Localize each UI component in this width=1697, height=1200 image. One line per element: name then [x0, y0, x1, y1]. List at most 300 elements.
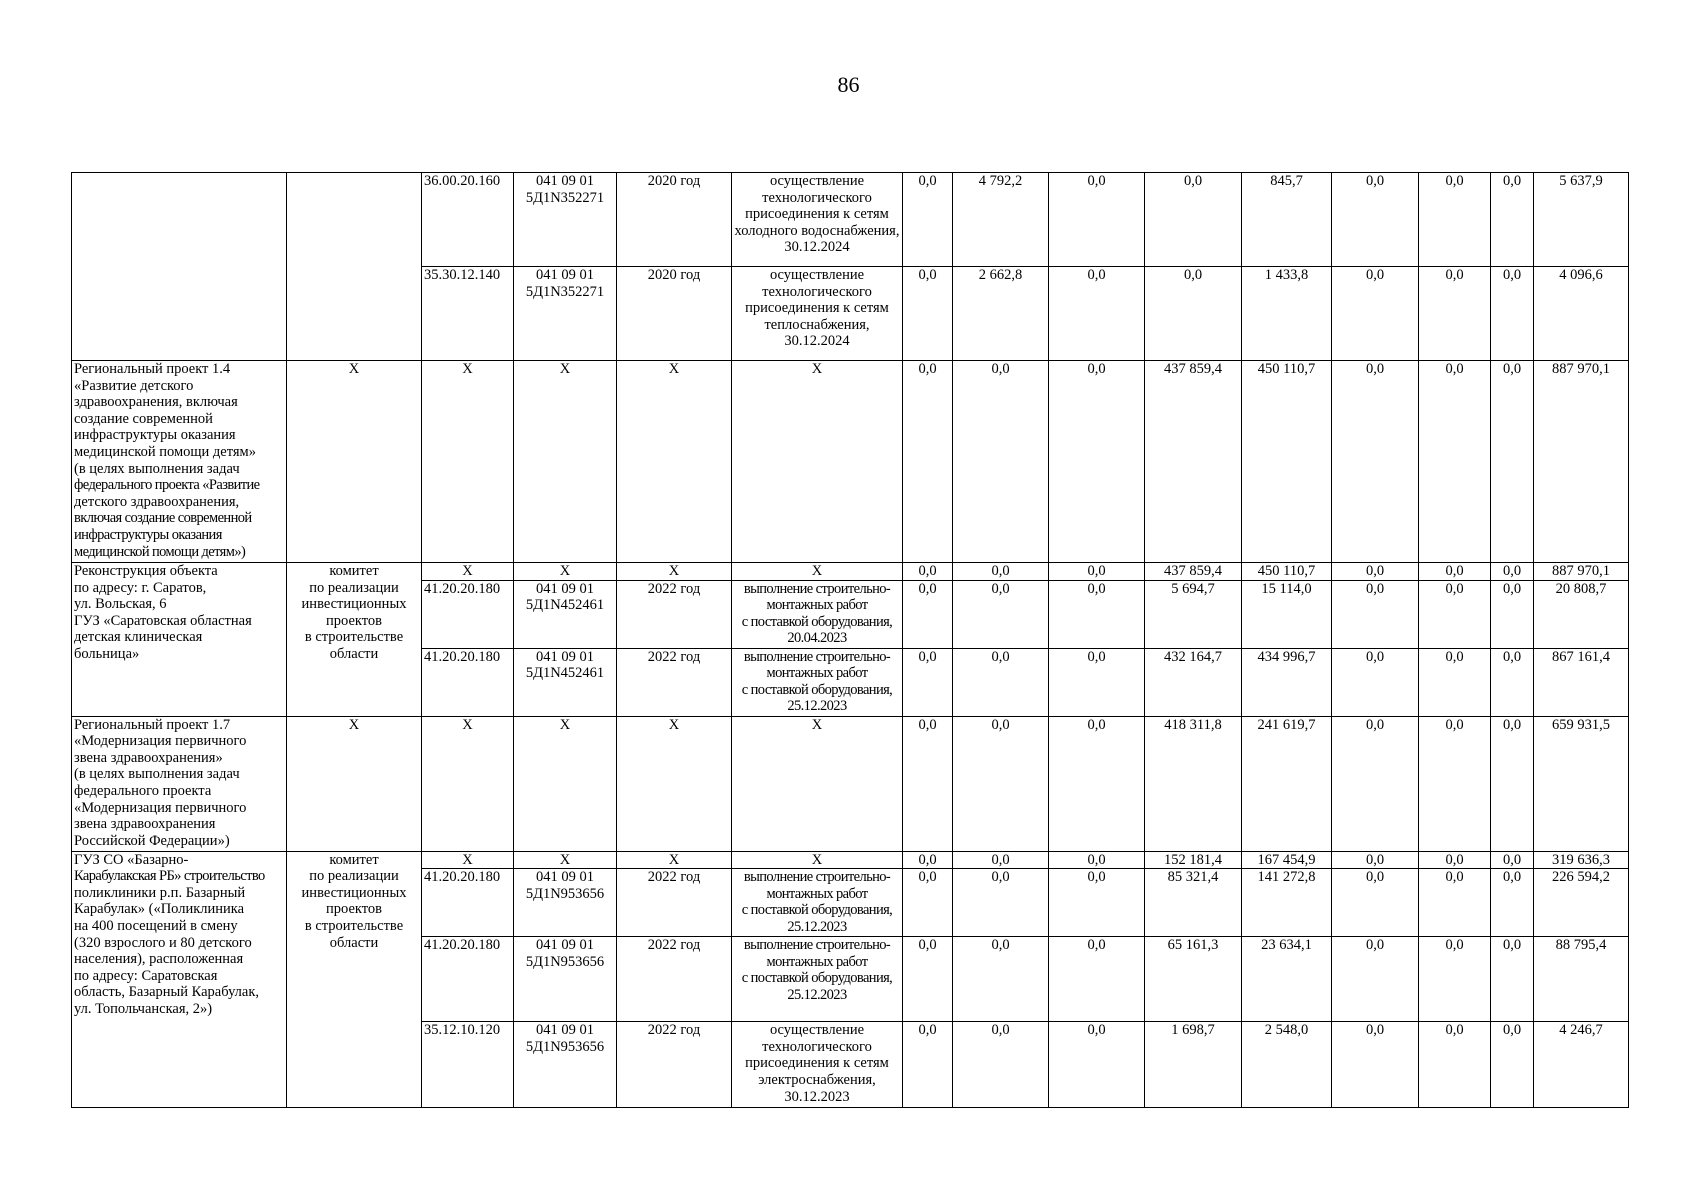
amount-cell-line: 887 970,1 — [1552, 563, 1610, 579]
amount-cell — [1049, 937, 1145, 1022]
executor-cell — [287, 173, 422, 361]
amount-cell — [1534, 361, 1629, 563]
project-name-line: Региональный проект 1.4 — [74, 361, 231, 377]
amount-cell — [1049, 580, 1145, 648]
okpd-code — [422, 580, 514, 648]
project-name-line: «Модернизация первичного — [74, 733, 247, 750]
amount-cell-line: 2 662,8 — [978, 267, 1023, 283]
amount-cell-line: 0,0 — [1365, 937, 1385, 954]
work-description-line: технологического — [762, 189, 872, 206]
amount-cell-line: 659 931,5 — [1552, 716, 1610, 733]
okpd-code-line: 35.12.10.120 — [424, 1022, 501, 1039]
x-mark — [732, 716, 903, 851]
object-name-line: детская клиническая — [74, 629, 203, 646]
kbk-code-line: 5Д1N452461 — [525, 665, 605, 682]
amount-cell-line: 432 164,7 — [1164, 648, 1222, 665]
amount-cell — [1049, 361, 1145, 563]
okpd-code — [422, 937, 514, 1022]
x-mark — [287, 361, 422, 563]
executor-cell — [287, 563, 422, 717]
amount-cell-line: 4 792,2 — [978, 173, 1023, 189]
amount-cell-line: 0,0 — [1087, 648, 1106, 665]
amount-cell-line: 434 996,7 — [1257, 648, 1316, 665]
amount-cell-line: 0,0 — [1445, 869, 1464, 886]
amount-cell-line: 65 161,3 — [1167, 937, 1219, 954]
amount-cell — [903, 851, 953, 869]
executor-cell — [287, 851, 422, 1108]
project-name-line: звена здравоохранения» — [74, 749, 223, 766]
amount-cell-line: 5 637,9 — [1559, 173, 1603, 189]
kbk-code-line: 041 09 01 — [536, 648, 594, 665]
year-cell-line: 2020 год — [647, 173, 701, 189]
object-name-line: Карабулакская РБ» строительство — [74, 868, 265, 885]
amount-cell — [1332, 563, 1419, 581]
okpd-code-line: 41.20.20.180 — [424, 937, 501, 954]
amount-cell — [903, 563, 953, 581]
amount-cell — [1534, 267, 1629, 361]
work-description-line: холодного водоснабжения, — [734, 222, 900, 239]
work-description-line: технологического — [762, 283, 872, 300]
amount-cell-line: 450 110,7 — [1257, 361, 1316, 377]
amount-cell-line: 0,0 — [991, 851, 1010, 868]
amount-cell — [1534, 937, 1629, 1022]
amount-cell — [1242, 716, 1332, 851]
x-mark-line: X — [559, 563, 571, 579]
x-mark — [617, 851, 732, 869]
executor-cell-line: области — [329, 934, 379, 951]
x-mark-line: X — [462, 716, 473, 733]
amount-cell — [1419, 937, 1491, 1022]
amount-cell — [1491, 563, 1534, 581]
work-description-line: теплоснабжения, — [764, 316, 870, 333]
okpd-code-line: 41.20.20.180 — [424, 580, 501, 597]
amount-cell — [1242, 869, 1332, 937]
amount-cell — [903, 361, 953, 563]
amount-cell-line: 0,0 — [991, 869, 1010, 886]
project-name-line: включая создание современной — [74, 510, 252, 527]
year-cell — [617, 937, 732, 1022]
work-description-line: 20.04.2023 — [787, 630, 847, 647]
amount-cell — [1419, 580, 1491, 648]
amount-cell-line: 0,0 — [1087, 716, 1106, 733]
amount-cell-line: 867 161,4 — [1552, 648, 1610, 665]
kbk-code-line: 5Д1N452461 — [525, 597, 605, 614]
x-mark-line: X — [668, 851, 680, 868]
object-name-line: ул. Топольчанская, 2») — [74, 1000, 213, 1017]
executor-cell-line: по реализации — [309, 868, 399, 885]
amount-cell — [1145, 937, 1242, 1022]
amount-cell — [1332, 869, 1419, 937]
object-name-line: Реконструкция объекта — [74, 563, 218, 579]
amount-cell-line: 0,0 — [1502, 563, 1522, 579]
amount-cell — [1242, 580, 1332, 648]
amount-cell-line: 0,0 — [1365, 580, 1385, 597]
amount-cell-line: 152 181,4 — [1164, 851, 1222, 868]
amount-cell-line: 0,0 — [1502, 173, 1522, 189]
amount-cell — [953, 648, 1049, 716]
amount-cell-line: 20 808,7 — [1555, 580, 1607, 597]
amount-cell-line: 0,0 — [1365, 716, 1385, 733]
amount-cell-line: 0,0 — [1502, 851, 1522, 868]
amount-cell — [1491, 173, 1534, 267]
project-name-line: инфраструктуры оказания — [74, 427, 236, 444]
work-description — [732, 869, 903, 937]
amount-cell — [1049, 1022, 1145, 1108]
work-description-line: присоединения к сетям — [745, 300, 889, 317]
project-name-line: детского здравоохранения, — [74, 493, 240, 510]
amount-cell — [1491, 580, 1534, 648]
x-mark-line: X — [559, 716, 571, 733]
table-row — [72, 173, 1629, 267]
amount-cell-line: 319 636,3 — [1552, 851, 1610, 868]
amount-cell-line: 0,0 — [1087, 563, 1106, 579]
x-mark-line: X — [462, 361, 473, 377]
work-description-line: с поставкой оборудования, — [741, 681, 893, 698]
amount-cell-line: 2 548,0 — [1264, 1022, 1309, 1039]
x-mark-line: X — [811, 361, 823, 377]
amount-cell — [1534, 173, 1629, 267]
amount-cell — [1491, 851, 1534, 869]
object-name-line: (320 взрослого и 80 детского — [74, 934, 252, 951]
x-mark — [732, 361, 903, 563]
amount-cell-line: 0,0 — [1087, 267, 1106, 283]
amount-cell-line: 0,0 — [1183, 173, 1203, 189]
amount-cell — [953, 267, 1049, 361]
amount-cell-line: 0,0 — [1502, 580, 1522, 597]
work-description-line: с поставкой оборудования, — [741, 613, 893, 630]
year-cell — [617, 173, 732, 267]
amount-cell — [1049, 267, 1145, 361]
object-name-line: Карабулак» («Поликлиника — [74, 901, 245, 918]
amount-cell — [1242, 851, 1332, 869]
amount-cell — [1491, 937, 1534, 1022]
amount-cell-line: 0,0 — [1365, 648, 1385, 665]
amount-cell-line: 0,0 — [1445, 851, 1464, 868]
amount-cell-line: 0,0 — [1087, 869, 1106, 886]
amount-cell-line: 0,0 — [1087, 173, 1106, 189]
amount-cell-line: 0,0 — [918, 563, 937, 579]
amount-cell-line: 0,0 — [1365, 851, 1385, 868]
amount-cell — [1242, 648, 1332, 716]
amount-cell — [1491, 1022, 1534, 1108]
x-mark — [514, 563, 617, 581]
work-description-line: технологического — [762, 1038, 872, 1055]
x-mark — [514, 851, 617, 869]
amount-cell-line: 0,0 — [918, 1022, 937, 1039]
x-mark — [617, 563, 732, 581]
project-name-line: медицинской помощи детям») — [74, 543, 246, 560]
work-description-line: 30.12.2024 — [784, 239, 850, 256]
kbk-code-line: 5Д1N953656 — [525, 1038, 605, 1055]
work-description-line: 25.12.2023 — [787, 698, 847, 715]
work-description-line: выполнение строительно- — [743, 937, 891, 954]
x-mark — [732, 563, 903, 581]
year-cell-line: 2022 год — [647, 580, 701, 597]
object-name — [72, 563, 287, 717]
project-name — [72, 361, 287, 563]
amount-cell — [1242, 267, 1332, 361]
work-description-line: осуществление — [769, 1022, 865, 1039]
work-description-line: присоединения к сетям — [745, 1055, 889, 1072]
project-name-line: Российской Федерации») — [74, 832, 230, 849]
work-description-line: монтажных работ — [766, 597, 868, 614]
amount-cell — [1534, 648, 1629, 716]
executor-cell-line: инвестиционных — [301, 596, 407, 613]
amount-cell — [953, 716, 1049, 851]
amount-cell — [1145, 267, 1242, 361]
kbk-code — [514, 267, 617, 361]
amount-cell — [1419, 851, 1491, 869]
year-cell — [617, 580, 732, 648]
amount-cell — [1419, 648, 1491, 716]
kbk-code-line: 041 09 01 — [536, 173, 594, 189]
amount-cell — [1145, 361, 1242, 563]
amount-cell-line: 0,0 — [1502, 869, 1522, 886]
amount-cell — [1332, 1022, 1419, 1108]
object-name-line: населения), расположенная — [74, 951, 244, 968]
amount-cell — [1534, 563, 1629, 581]
amount-cell-line: 141 272,8 — [1257, 869, 1316, 886]
work-description-line: осуществление — [769, 173, 865, 189]
amount-cell — [1242, 361, 1332, 563]
amount-cell-line: 418 311,8 — [1164, 716, 1222, 733]
amount-cell-line: 0,0 — [1445, 648, 1464, 665]
amount-cell — [1049, 716, 1145, 851]
name-cell — [72, 173, 287, 361]
kbk-code — [514, 580, 617, 648]
amount-cell-line: 0,0 — [1087, 580, 1106, 597]
amount-cell-line: 0,0 — [1365, 1022, 1385, 1039]
object-name-line: ГУЗ «Саратовская областная — [74, 612, 252, 629]
amount-cell — [1145, 648, 1242, 716]
x-mark-line: X — [668, 716, 680, 733]
amount-cell — [953, 937, 1049, 1022]
amount-cell — [903, 648, 953, 716]
work-description-line: монтажных работ — [766, 885, 868, 902]
work-description — [732, 1022, 903, 1108]
work-description — [732, 937, 903, 1022]
amount-cell — [1419, 173, 1491, 267]
amount-cell-line: 241 619,7 — [1257, 716, 1316, 733]
project-name-line: федерального проекта — [74, 782, 212, 799]
amount-cell-line: 0,0 — [1445, 937, 1464, 954]
x-mark-line: X — [811, 716, 823, 733]
okpd-code-line: 35.30.12.140 — [424, 267, 501, 283]
amount-cell — [953, 580, 1049, 648]
x-mark-line: X — [811, 563, 823, 579]
x-mark — [514, 361, 617, 563]
amount-cell — [1419, 869, 1491, 937]
amount-cell-line: 15 114,0 — [1261, 580, 1312, 597]
amount-cell — [1145, 173, 1242, 267]
amount-cell-line: 0,0 — [918, 580, 937, 597]
amount-cell-line: 0,0 — [1365, 361, 1385, 377]
amount-cell-line: 0,0 — [991, 563, 1010, 579]
amount-cell — [1049, 563, 1145, 581]
okpd-code-line: 41.20.20.180 — [424, 869, 501, 886]
amount-cell-line: 0,0 — [1087, 851, 1106, 868]
work-description-line: монтажных работ — [766, 665, 868, 682]
amount-cell — [1534, 1022, 1629, 1108]
okpd-code — [422, 869, 514, 937]
amount-cell-line: 167 454,9 — [1257, 851, 1316, 868]
amount-cell — [1242, 1022, 1332, 1108]
executor-cell-line: в строительстве — [304, 917, 404, 934]
amount-cell — [1049, 851, 1145, 869]
year-cell — [617, 869, 732, 937]
amount-cell — [1049, 648, 1145, 716]
year-cell — [617, 267, 732, 361]
object-name-line: по адресу: г. Саратов, — [74, 579, 207, 596]
object-name-line: ГУЗ СО «Базарно- — [74, 851, 189, 868]
amount-cell-line: 0,0 — [1502, 716, 1522, 733]
amount-cell — [1145, 716, 1242, 851]
x-mark-line: X — [559, 851, 571, 868]
amount-cell-line: 0,0 — [1445, 267, 1464, 283]
executor-cell-line: области — [329, 645, 379, 662]
table-row — [72, 716, 1629, 851]
amount-cell — [1534, 580, 1629, 648]
work-description-line: монтажных работ — [766, 953, 868, 970]
project-name-line: (в целях выполнения задач — [74, 460, 240, 477]
project-name-line: звена здравоохранения — [74, 816, 216, 833]
x-mark — [422, 563, 514, 581]
work-description — [732, 267, 903, 361]
x-mark — [732, 851, 903, 869]
x-mark — [422, 361, 514, 563]
amount-cell — [1534, 851, 1629, 869]
kbk-code-line: 5Д1N953656 — [525, 885, 605, 902]
okpd-code-line: 36.00.20.160 — [424, 173, 501, 189]
amount-cell-line: 0,0 — [1502, 267, 1522, 283]
amount-cell — [1242, 563, 1332, 581]
amount-cell-line: 450 110,7 — [1257, 563, 1316, 579]
amount-cell — [953, 1022, 1049, 1108]
object-name-line: больница» — [74, 645, 140, 662]
object-name-line: область, Базарный Карабулак, — [74, 984, 260, 1001]
year-cell — [617, 1022, 732, 1108]
amount-cell — [1242, 937, 1332, 1022]
kbk-code-line: 041 09 01 — [536, 267, 594, 283]
amount-cell-line: 0,0 — [991, 361, 1010, 377]
amount-cell-line: 0,0 — [918, 648, 937, 665]
amount-cell-line: 0,0 — [1445, 563, 1464, 579]
project-name-line: медицинской помощи детям» — [74, 443, 256, 460]
executor-cell-line: инвестиционных — [301, 884, 407, 901]
project-name-line: инфраструктуры оказания — [74, 526, 222, 543]
amount-cell-line: 0,0 — [1365, 563, 1385, 579]
amount-cell — [1332, 937, 1419, 1022]
amount-cell-line: 85 321,4 — [1167, 869, 1219, 886]
work-description-line: 30.12.2024 — [784, 333, 850, 350]
amount-cell-line: 887 970,1 — [1552, 361, 1610, 377]
amount-cell — [1332, 173, 1419, 267]
amount-cell — [1491, 648, 1534, 716]
x-mark — [617, 361, 732, 563]
amount-cell-line: 437 859,4 — [1164, 563, 1222, 579]
amount-cell-line: 845,7 — [1270, 173, 1303, 189]
x-mark — [287, 716, 422, 851]
amount-cell-line: 0,0 — [1502, 937, 1522, 954]
executor-cell-line: проектов — [326, 901, 382, 918]
amount-cell — [953, 173, 1049, 267]
object-name-line: на 400 посещений в смену — [74, 917, 238, 934]
amount-cell-line: 0,0 — [918, 869, 937, 886]
executor-cell-line: комитет — [329, 851, 379, 868]
amount-cell-line: 0,0 — [1365, 869, 1385, 886]
amount-cell — [1332, 851, 1419, 869]
amount-cell-line: 1 698,7 — [1171, 1022, 1215, 1039]
amount-cell — [1145, 1022, 1242, 1108]
amount-cell — [1491, 267, 1534, 361]
amount-cell — [1332, 267, 1419, 361]
amount-cell-line: 0,0 — [918, 937, 937, 954]
object-name-line: поликлиники р.п. Базарный — [74, 884, 246, 901]
amount-cell — [1332, 580, 1419, 648]
kbk-code-line: 041 09 01 — [536, 937, 594, 954]
executor-cell-line: по реализации — [309, 579, 399, 596]
amount-cell-line: 0,0 — [918, 716, 937, 733]
x-mark-line: X — [559, 361, 571, 377]
amount-cell-line: 0,0 — [1445, 173, 1464, 189]
amount-cell-line: 0,0 — [1445, 361, 1464, 377]
amount-cell-line: 437 859,4 — [1164, 361, 1222, 377]
work-description — [732, 580, 903, 648]
project-name-line: (в целях выполнения задач — [74, 766, 240, 783]
project-name-line: федерального проекта «Развитие — [74, 477, 260, 494]
amount-cell-line: 23 634,1 — [1261, 937, 1312, 954]
amount-cell-line: 0,0 — [1502, 648, 1522, 665]
amount-cell — [1491, 869, 1534, 937]
amount-cell — [903, 937, 953, 1022]
work-description — [732, 648, 903, 716]
amount-cell-line: 0,0 — [918, 173, 937, 189]
amount-cell-line: 0,0 — [1445, 580, 1464, 597]
amount-cell — [1145, 851, 1242, 869]
amount-cell — [1332, 716, 1419, 851]
x-mark-line: X — [348, 361, 360, 377]
amount-cell — [1332, 648, 1419, 716]
amount-cell — [1049, 173, 1145, 267]
amount-cell-line: 0,0 — [918, 851, 937, 868]
amount-cell-line: 0,0 — [1365, 267, 1385, 283]
x-mark — [617, 716, 732, 851]
amount-cell — [1534, 869, 1629, 937]
amount-cell — [903, 716, 953, 851]
amount-cell-line: 0,0 — [1365, 173, 1385, 189]
okpd-code-line: 41.20.20.180 — [424, 648, 501, 665]
table-body — [72, 173, 1629, 1108]
kbk-code-line: 5Д1N352271 — [525, 283, 605, 300]
work-description-line: электроснабжения, — [758, 1071, 876, 1088]
project-name-line: создание современной — [74, 410, 213, 427]
x-mark-line: X — [811, 851, 823, 868]
amount-cell-line: 88 795,4 — [1555, 937, 1607, 954]
work-description-line: осуществление — [769, 267, 865, 283]
amount-cell-line: 0,0 — [991, 1022, 1010, 1039]
amount-cell — [1419, 267, 1491, 361]
amount-cell — [1534, 716, 1629, 851]
year-cell-line: 2020 год — [647, 267, 701, 283]
amount-cell-line: 0,0 — [1445, 716, 1464, 733]
x-mark-line: X — [462, 851, 473, 868]
budget-table — [71, 172, 1629, 1108]
year-cell-line: 2022 год — [647, 1022, 701, 1039]
amount-cell — [903, 267, 953, 361]
amount-cell — [903, 1022, 953, 1108]
project-name — [72, 716, 287, 851]
amount-cell-line: 1 433,8 — [1264, 267, 1309, 283]
